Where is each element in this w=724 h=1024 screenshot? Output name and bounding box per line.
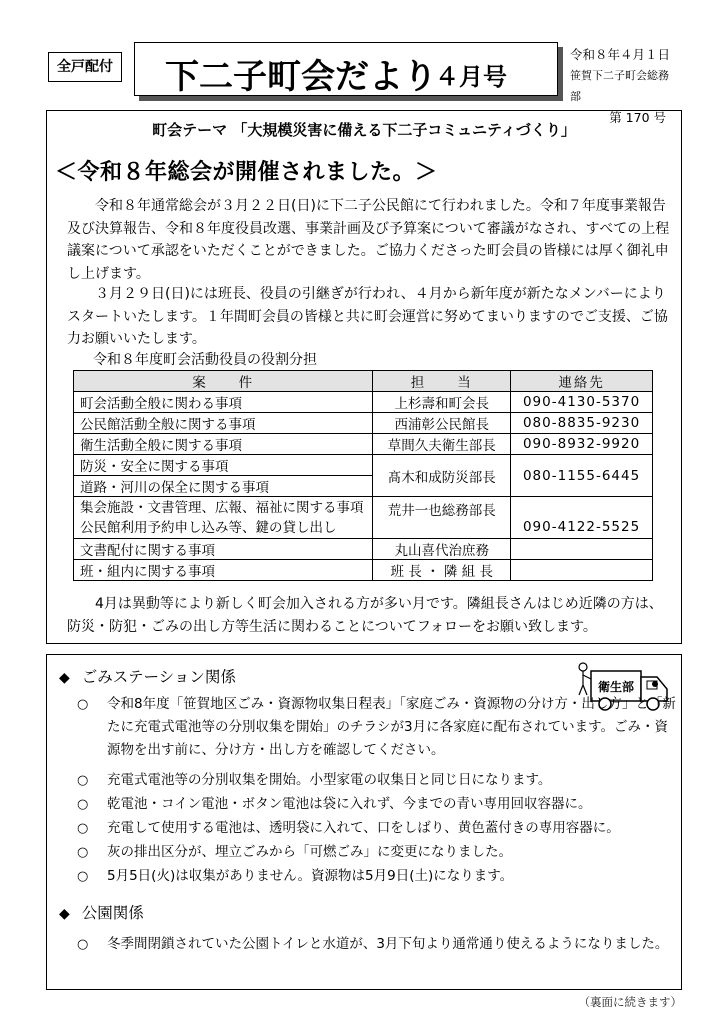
table-cell bbox=[511, 539, 653, 560]
table-cell: 道路・河川の保全に関する事項 bbox=[74, 476, 373, 497]
table-cell: 上杉壽和町会長 bbox=[373, 392, 511, 413]
list-item bbox=[77, 793, 677, 816]
table-cell: 荒井一也総務部長 bbox=[373, 497, 511, 539]
list-item-text: 冬季間閉鎖されていた公園トイレと水道が、3月下旬より通常通り使えるようになりました。 bbox=[107, 936, 669, 952]
park-section-heading bbox=[59, 901, 144, 923]
table-cell: 公民館活動全般に関する事項 bbox=[74, 413, 373, 434]
table-cell bbox=[511, 560, 653, 581]
diamond-icon: ◆ bbox=[59, 906, 70, 922]
list-item-text: 充電式電池等の分別収集を開始。小型家電の収集日と同じ日になります。 bbox=[107, 772, 552, 788]
table-cell: 町会活動全般に関わる事項 bbox=[74, 392, 373, 413]
garbage-heading-text: ごみステーション関係 bbox=[81, 668, 236, 686]
table-cell: 髙木和成防災部長 bbox=[373, 455, 511, 497]
park-heading-text: 公園関係 bbox=[81, 904, 144, 922]
circle-bullet-icon: ○ bbox=[77, 937, 89, 952]
table-cell: 090-4130-5370 bbox=[511, 392, 653, 413]
circle-bullet-icon: ○ bbox=[77, 845, 89, 860]
table-cell: 丸山喜代治庶務 bbox=[373, 539, 511, 560]
circle-bullet-icon: ○ bbox=[77, 797, 89, 812]
list-item bbox=[77, 933, 677, 956]
table-header: 案 件 bbox=[74, 371, 373, 392]
list-item-text: 5月5日(火)は収集がありません。資源物は5月9日(土)になります。 bbox=[107, 868, 514, 884]
table-header: 担 当 bbox=[373, 371, 511, 392]
distribution-badge: 全戸配付 bbox=[48, 52, 122, 82]
table-cell: 090-4122-5525 bbox=[511, 497, 653, 539]
issue-number: 第 170 号 bbox=[609, 110, 666, 125]
list-item-text: 乾電池・コイン電池・ボタン電池は袋に入れず、今までの青い専用回収容器に。 bbox=[107, 796, 592, 812]
table-header-row bbox=[74, 371, 653, 392]
table-cell: 西浦彰公民館長 bbox=[373, 413, 511, 434]
table-row bbox=[74, 455, 653, 476]
table-cell-line: 公民館利用予約申し込み等、鍵の貸し出し bbox=[80, 519, 337, 536]
newsletter-title-box bbox=[134, 42, 558, 96]
list-item-text: 充電して使用する電池は、透明袋に入れて、口をしばり、黄色蓋付きの専用容器に。 bbox=[107, 820, 620, 836]
list-item bbox=[77, 817, 677, 840]
newsletter-title: 下二子町会だより bbox=[165, 57, 437, 97]
garbage-section-heading bbox=[59, 665, 236, 687]
table-cell: 090-8932-9920 bbox=[511, 434, 653, 455]
table-cell: 防災・安全に関する事項 bbox=[74, 455, 373, 476]
table-cell: 草間久夫衛生部長 bbox=[373, 434, 511, 455]
article-paragraph-2: ３月２９日(日)には班長、役員の引継ぎが行われ、４月から新年度が新たなメンバーによりスタートいたします。１年間町会員の皆様と共に町会運営に努めてまいりますのでご支援、ご協力お願いいたします。 bbox=[67, 286, 668, 347]
diamond-icon: ◆ bbox=[59, 670, 70, 686]
table-row bbox=[74, 434, 653, 455]
list-item-text: 灰の排出区分が、埋立ごみから「可燃ごみ」に変更になりました。 bbox=[107, 844, 512, 860]
list-item bbox=[77, 865, 677, 888]
article-paragraph-3: 4月は異動等により新しく町会加入される方が多い月です。隣組長さんはじめ近隣の方は、防災・防犯・ごみの出し方等生活に関わることについてフォローをお願い致します。 bbox=[67, 596, 663, 635]
circle-bullet-icon: ○ bbox=[77, 821, 89, 836]
table-row bbox=[74, 413, 653, 434]
notices-box bbox=[46, 654, 682, 990]
main-article bbox=[46, 110, 682, 644]
table-cell: 080-8835-9230 bbox=[511, 413, 653, 434]
table-header: 連絡先 bbox=[511, 371, 653, 392]
officer-roles-table bbox=[73, 370, 653, 581]
publisher: 笹賀下二子町会総務部 bbox=[570, 69, 669, 103]
table-cell: 衛生活動全般に関する事項 bbox=[74, 434, 373, 455]
table-cell: 班・組内に関する事項 bbox=[74, 560, 373, 581]
issue-date: 令和８年４月１日 bbox=[570, 47, 671, 62]
article-headline: ＜令和８年総会が開催されました。＞ bbox=[55, 160, 438, 185]
circle-bullet-icon: ○ bbox=[77, 869, 89, 884]
table-cell: 文書配付に関する事項 bbox=[74, 539, 373, 560]
table-row bbox=[74, 392, 653, 413]
table-row bbox=[74, 560, 653, 581]
continued-on-back: （裏面に続きます） bbox=[578, 995, 682, 1009]
circle-bullet-icon: ○ bbox=[77, 773, 89, 788]
table-caption: 令和８年度町会活動役員の役割分担 bbox=[93, 352, 317, 368]
article-paragraph-1: 令和８年通常総会が３月２２日(日)に下二子公民館にて行われました。令和７年度事業報告及び決算報告、令和８年度役員改選、事業計画及び予算案について審議がなされ、すべての上程議案について承認をいただくことができました。ご協力くださった町会員の皆様には厚く御礼申し上げます。 bbox=[67, 198, 670, 282]
table-cell bbox=[74, 497, 373, 539]
table-cell-line: 集会施設・文書管理、広報、福祉に関する事項 bbox=[80, 499, 364, 516]
newsletter-month: ４月号 bbox=[435, 63, 507, 91]
table-row bbox=[74, 497, 653, 539]
list-item bbox=[77, 841, 677, 864]
truck-label: 衛生部 bbox=[597, 680, 635, 694]
table-row bbox=[74, 539, 653, 560]
circle-bullet-icon: ○ bbox=[77, 697, 89, 712]
list-item bbox=[77, 769, 677, 792]
list-item-text: 令和8年度「笹賀地区ごみ・資源物収集日程表」「家庭ごみ・資源物の分け方・出し方」と「新たに充電式電池等の分別収集を開始」のチラシが3月に各家庭に配布されています。ごみ・資源物を出す前に、分け方・出し方を確認してください。 bbox=[107, 696, 676, 758]
table-cell: 080-1155-6445 bbox=[511, 455, 653, 497]
town-theme: 町会テーマ 「大規模災害に備える下二子コミュニティづくり」 bbox=[152, 121, 576, 139]
list-item bbox=[77, 693, 677, 762]
table-cell: 班 長 ・ 隣 組 長 bbox=[373, 560, 511, 581]
